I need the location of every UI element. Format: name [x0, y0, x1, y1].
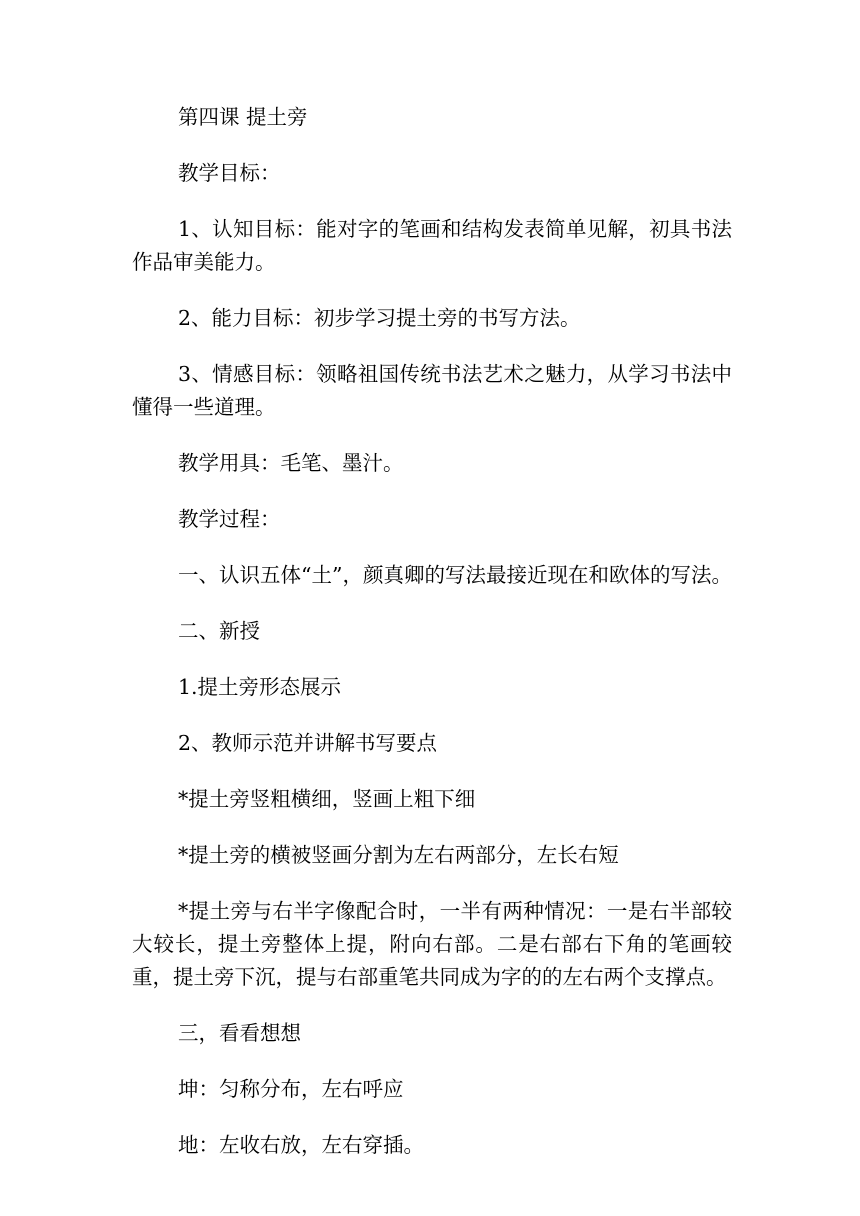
- writing-point-three: *提土旁与右半字像配合时，一半有两种情况：一是右半部较大较长，提土旁整体上提，附向右部。二是右部右下角的笔画较重，提土旁下沉，提与右部重笔共同成为字的的左右两个支撑点。: [132, 899, 732, 989]
- writing-point-one: *提土旁竖粗横细，竖画上粗下细: [178, 787, 476, 811]
- document-body: [132, 101, 732, 1185]
- teaching-tools: 教学用具：毛笔、墨汁。: [178, 451, 404, 475]
- process-step-one: 一、认识五体“土”，颜真卿的写法最接近现在和欧体的写法。: [178, 563, 732, 587]
- lesson-title: 第四课 提土旁: [178, 105, 308, 129]
- substep-form-display: 1.提土旁形态展示: [178, 675, 342, 699]
- substep-demonstration: 2、教师示范并讲解书写要点: [178, 731, 438, 755]
- goal-emotional: 3、情感目标：领略祖国传统书法艺术之魅力，从学习书法中懂得一些道理。: [132, 362, 732, 419]
- example-di: 地：左收右放，左右穿插。: [178, 1133, 424, 1157]
- writing-point-two: *提土旁的横被竖画分割为左右两部分，左长右短: [178, 843, 619, 867]
- goal-ability: 2、能力目标：初步学习提土旁的书写方法。: [178, 306, 581, 330]
- example-kun: 坤：匀称分布，左右呼应: [178, 1077, 404, 1101]
- goal-cognitive: 1、认知目标：能对字的笔画和结构发表简单见解，初具书法作品审美能力。: [132, 217, 732, 274]
- process-step-three-heading: 三，看看想想: [178, 1021, 301, 1045]
- process-step-two-heading: 二、新授: [178, 619, 260, 643]
- teaching-process-heading: 教学过程：: [178, 507, 281, 531]
- teaching-goals-heading: 教学目标：: [178, 161, 281, 185]
